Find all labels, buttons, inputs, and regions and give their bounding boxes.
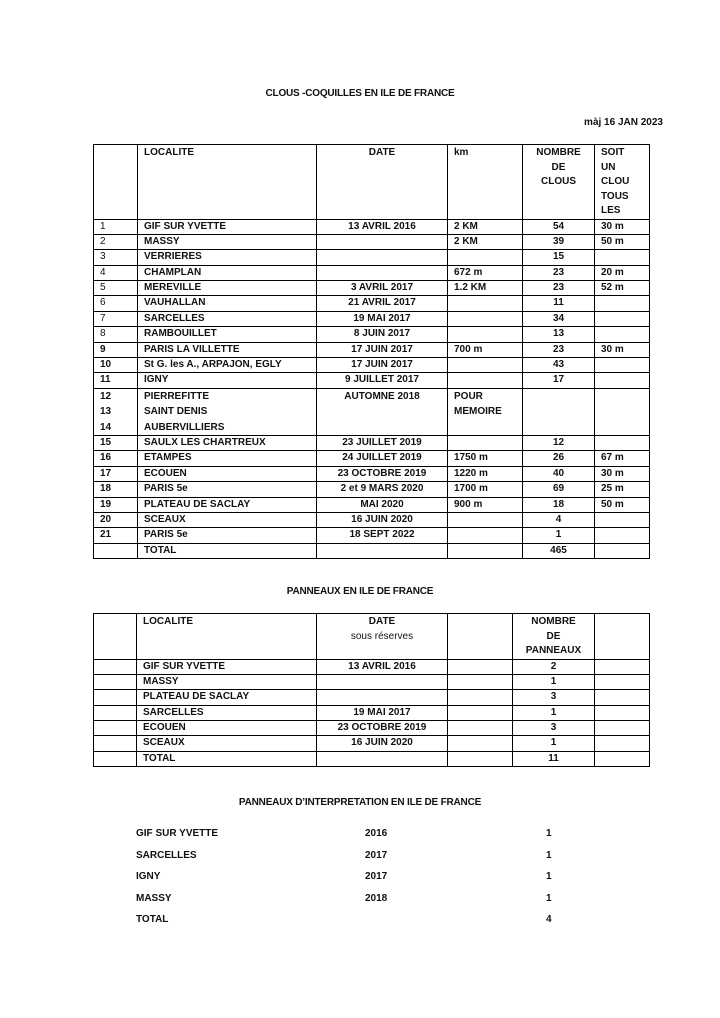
- table-row: [94, 528, 650, 543]
- header-soit-line: CLOU: [601, 176, 630, 187]
- row-date: [317, 690, 448, 705]
- row-empty: [448, 659, 513, 674]
- item-nombre: 1: [546, 871, 552, 882]
- row-blank-end: [595, 659, 650, 674]
- header-km: km: [448, 145, 523, 220]
- row-nombre: 69: [523, 482, 595, 497]
- row-date: [317, 234, 448, 249]
- header-localite: LOCALITE: [138, 145, 317, 220]
- row-soit: 50 m: [595, 497, 650, 512]
- row-date: 2 et 9 MARS 2020: [317, 482, 448, 497]
- row-soit: [595, 373, 650, 388]
- item-annee: 2018: [365, 892, 388, 904]
- row-date: 17 JUIN 2017: [317, 342, 448, 357]
- header-nombre-line: NOMBRE: [531, 616, 576, 627]
- row-num: 11: [94, 373, 138, 388]
- row-localite: GIF SUR YVETTE: [138, 219, 317, 234]
- row-nombre: 18: [523, 497, 595, 512]
- row-km: 900 m: [448, 497, 523, 512]
- row-km: 2 KM: [448, 219, 523, 234]
- row-km: [448, 528, 523, 543]
- header-num: [94, 145, 138, 220]
- total-km: [448, 543, 523, 558]
- item-nombre: 1: [546, 849, 552, 861]
- table-row: [94, 690, 650, 705]
- list-item: [136, 893, 556, 915]
- list-item: [136, 871, 556, 893]
- row-soit: 30 m: [595, 466, 650, 481]
- row-nombre: 23: [523, 265, 595, 280]
- row-blank-end: [595, 736, 650, 751]
- header-empty: [448, 614, 513, 660]
- row-num: 13: [100, 406, 112, 418]
- panneaux-title: PANNEAUX EN ILE DE FRANCE: [286, 586, 434, 597]
- row-nombre: 34: [523, 311, 595, 326]
- table-row: [94, 373, 650, 388]
- row-km: [448, 373, 523, 388]
- header-date-note: sous réserves: [350, 630, 414, 642]
- header-nombre-line: DE: [546, 630, 561, 642]
- row-num: 3: [94, 250, 138, 265]
- row-date: 18 SEPT 2022: [317, 528, 448, 543]
- row-localite: ETAMPES: [138, 451, 317, 466]
- table-row: [94, 451, 650, 466]
- row-soit: [595, 327, 650, 342]
- table-row: [94, 674, 650, 689]
- row-soit: 30 m: [595, 219, 650, 234]
- row-localite: AUBERVILLIERS: [144, 421, 225, 433]
- memo-nombre: [523, 388, 595, 435]
- interpretation-title: PANNEAUX D’INTERPRETATION EN ILE DE FRANCE: [238, 797, 482, 808]
- row-date: 23 JUILLET 2019: [317, 436, 448, 451]
- header-soit-line: UN: [601, 161, 616, 173]
- header-nombre-line: NOMBRE: [536, 147, 581, 158]
- row-num: 7: [94, 311, 138, 326]
- row-date: [317, 674, 448, 689]
- row-soit: [595, 250, 650, 265]
- row-localite: MASSY: [137, 674, 317, 689]
- item-annee: 2017: [365, 849, 388, 861]
- row-nombre: 13: [523, 327, 595, 342]
- row-km: [448, 296, 523, 311]
- row-date: [317, 265, 448, 280]
- table-row: [94, 705, 650, 720]
- item-localite: GIF SUR YVETTE: [136, 828, 219, 839]
- row-num: 17: [94, 466, 138, 481]
- row-num: 8: [94, 327, 138, 342]
- row-nombre: 39: [523, 234, 595, 249]
- row-blank: [94, 674, 137, 689]
- total-blank-end: [595, 751, 650, 766]
- table-row: [94, 296, 650, 311]
- clous-header-row: [94, 145, 650, 220]
- row-blank-end: [595, 690, 650, 705]
- table-row: [94, 327, 650, 342]
- table-row: [94, 358, 650, 373]
- row-date: 8 JUIN 2017: [317, 327, 448, 342]
- row-km: POUR: [454, 390, 483, 402]
- table-row: [94, 342, 650, 357]
- header-soit: [595, 145, 650, 220]
- row-soit: 25 m: [595, 482, 650, 497]
- row-date: 16 JUIN 2020: [317, 736, 448, 751]
- total-blank: [94, 751, 137, 766]
- row-km: 1.2 KM: [448, 281, 523, 296]
- row-km: [448, 327, 523, 342]
- table-row-total: [94, 543, 650, 558]
- row-localite: PARIS 5e: [138, 482, 317, 497]
- row-num: 19: [94, 497, 138, 512]
- row-km: 1700 m: [448, 482, 523, 497]
- row-nombre: 3: [513, 690, 595, 705]
- row-soit: [595, 358, 650, 373]
- table-row: [94, 219, 650, 234]
- header-nombre-line: DE: [551, 161, 566, 173]
- total-date: [317, 751, 448, 766]
- row-soit: 52 m: [595, 281, 650, 296]
- row-date: AUTOMNE 2018: [344, 390, 420, 402]
- row-localite: SAULX LES CHARTREUX: [138, 436, 317, 451]
- row-soit: [595, 528, 650, 543]
- row-localite: IGNY: [138, 373, 317, 388]
- row-num: 21: [94, 528, 138, 543]
- row-empty: [448, 674, 513, 689]
- row-num: 5: [94, 281, 138, 296]
- table-row: [94, 281, 650, 296]
- row-nombre: 15: [523, 250, 595, 265]
- table-row: [94, 497, 650, 512]
- row-nombre: 1: [513, 736, 595, 751]
- table-row-total: [94, 751, 650, 766]
- row-km: 672 m: [448, 265, 523, 280]
- row-nombre: 1: [513, 674, 595, 689]
- row-km: 1220 m: [448, 466, 523, 481]
- row-km: 2 KM: [448, 234, 523, 249]
- table-row: [94, 482, 650, 497]
- total-soit: [595, 543, 650, 558]
- row-nombre: 11: [523, 296, 595, 311]
- total-label: TOTAL: [136, 914, 169, 925]
- row-localite: SCEAUX: [138, 512, 317, 527]
- panneaux-table: [93, 613, 650, 767]
- row-empty: [448, 736, 513, 751]
- header-blank: [94, 614, 137, 660]
- row-localite: MASSY: [138, 234, 317, 249]
- total-empty: [448, 751, 513, 766]
- header-nombre-line: CLOUS: [541, 176, 576, 187]
- total-nombre: 465: [523, 543, 595, 558]
- row-localite: ECOUEN: [138, 466, 317, 481]
- total-num: [94, 543, 138, 558]
- header-soit-line: TOUS: [601, 190, 629, 202]
- total-label: TOTAL: [137, 751, 317, 766]
- row-nombre: 23: [523, 342, 595, 357]
- table-row: [94, 265, 650, 280]
- memo-localites: [138, 388, 317, 435]
- row-date: 13 AVRIL 2016: [317, 219, 448, 234]
- table-row-memo: [94, 388, 650, 435]
- row-blank-end: [595, 674, 650, 689]
- row-blank: [94, 705, 137, 720]
- row-km: 700 m: [448, 342, 523, 357]
- row-localite: ECOUEN: [137, 721, 317, 736]
- row-km: MEMOIRE: [454, 406, 502, 418]
- item-nombre: 1: [546, 892, 552, 904]
- update-date: màj 16 JAN 2023: [584, 117, 663, 128]
- row-date: [317, 250, 448, 265]
- row-date: 17 JUIN 2017: [317, 358, 448, 373]
- row-empty: [448, 705, 513, 720]
- row-localite: PIERREFITTE: [144, 390, 210, 402]
- row-soit: [595, 296, 650, 311]
- memo-km: [448, 388, 523, 435]
- row-localite: GIF SUR YVETTE: [137, 659, 317, 674]
- row-blank: [94, 736, 137, 751]
- item-nombre: 1: [546, 828, 552, 839]
- memo-soit: [595, 388, 650, 435]
- row-soit: 30 m: [595, 342, 650, 357]
- header-localite: LOCALITE: [137, 614, 317, 660]
- row-num: 2: [94, 234, 138, 249]
- row-localite: RAMBOUILLET: [138, 327, 317, 342]
- row-nombre: 3: [513, 721, 595, 736]
- row-nombre: 26: [523, 451, 595, 466]
- interpretation-list: [136, 828, 556, 936]
- row-num: 9: [94, 342, 138, 357]
- table-row: [94, 659, 650, 674]
- item-annee: 2017: [365, 871, 388, 882]
- row-nombre: 1: [523, 528, 595, 543]
- row-localite: SARCELLES: [137, 705, 317, 720]
- row-num: 4: [94, 265, 138, 280]
- row-localite: SARCELLES: [138, 311, 317, 326]
- header-soit-line: LES: [601, 205, 621, 216]
- row-num: 16: [94, 451, 138, 466]
- row-date: MAI 2020: [317, 497, 448, 512]
- row-date: 24 JUILLET 2019: [317, 451, 448, 466]
- header-nombre: [513, 614, 595, 660]
- clous-title: CLOUS -COQUILLES EN ILE DE FRANCE: [265, 88, 455, 99]
- row-localite: PLATEAU DE SACLAY: [138, 497, 317, 512]
- row-soit: 67 m: [595, 451, 650, 466]
- header-date: DATE: [317, 145, 448, 220]
- row-date: 16 JUIN 2020: [317, 512, 448, 527]
- total-nombre: 4: [546, 914, 552, 925]
- table-row: [94, 311, 650, 326]
- row-km: [448, 512, 523, 527]
- row-date: 19 MAI 2017: [317, 705, 448, 720]
- row-nombre: 23: [523, 281, 595, 296]
- row-empty: [448, 721, 513, 736]
- row-nombre: 4: [523, 512, 595, 527]
- row-blank-end: [595, 721, 650, 736]
- list-item: [136, 828, 556, 850]
- row-nombre: 40: [523, 466, 595, 481]
- header-date: [317, 614, 448, 660]
- row-date: 23 OCTOBRE 2019: [317, 466, 448, 481]
- item-localite: SARCELLES: [136, 849, 197, 861]
- row-soit: 50 m: [595, 234, 650, 249]
- row-nombre: 1: [513, 705, 595, 720]
- row-blank-end: [595, 705, 650, 720]
- row-date: 9 JUILLET 2017: [317, 373, 448, 388]
- header-nombre-line: PANNEAUX: [525, 645, 582, 656]
- table-row: [94, 250, 650, 265]
- row-localite: SCEAUX: [137, 736, 317, 751]
- header-date-line: DATE: [368, 616, 396, 627]
- row-soit: [595, 436, 650, 451]
- table-row: [94, 736, 650, 751]
- row-localite: PARIS LA VILLETTE: [138, 342, 317, 357]
- row-date: 19 MAI 2017: [317, 311, 448, 326]
- row-km: 1750 m: [448, 451, 523, 466]
- clous-table: [93, 144, 650, 559]
- row-soit: 20 m: [595, 265, 650, 280]
- row-date: 21 AVRIL 2017: [317, 296, 448, 311]
- memo-date: [317, 388, 448, 435]
- row-date: 3 AVRIL 2017: [317, 281, 448, 296]
- row-localite: CHAMPLAN: [138, 265, 317, 280]
- row-num: 14: [100, 421, 112, 433]
- item-localite: IGNY: [136, 871, 161, 882]
- row-nombre: 2: [513, 659, 595, 674]
- row-nombre: 43: [523, 358, 595, 373]
- table-row: [94, 234, 650, 249]
- list-item: [136, 850, 556, 872]
- row-blank: [94, 721, 137, 736]
- row-soit: [595, 311, 650, 326]
- row-nombre: 17: [523, 373, 595, 388]
- row-num: 10: [94, 358, 138, 373]
- row-date: 23 OCTOBRE 2019: [317, 721, 448, 736]
- total-nombre: 11: [513, 751, 595, 766]
- memo-nums: [94, 388, 138, 435]
- row-km: [448, 250, 523, 265]
- row-num: 1: [94, 219, 138, 234]
- row-localite: VAUHALLAN: [138, 296, 317, 311]
- row-localite: PLATEAU DE SACLAY: [137, 690, 317, 705]
- row-blank: [94, 690, 137, 705]
- row-blank: [94, 659, 137, 674]
- row-num: 6: [94, 296, 138, 311]
- row-nombre: 12: [523, 436, 595, 451]
- total-date: [317, 543, 448, 558]
- row-date: 13 AVRIL 2016: [317, 659, 448, 674]
- interpretation-total: [136, 914, 556, 936]
- row-num: 15: [94, 436, 138, 451]
- header-blank-end: [595, 614, 650, 660]
- row-km: [448, 358, 523, 373]
- item-localite: MASSY: [136, 892, 172, 904]
- row-empty: [448, 690, 513, 705]
- row-num: 18: [94, 482, 138, 497]
- table-row: [94, 436, 650, 451]
- panneaux-header-row: [94, 614, 650, 660]
- table-row: [94, 721, 650, 736]
- row-localite: VERRIERES: [138, 250, 317, 265]
- row-km: [448, 311, 523, 326]
- row-km: [448, 436, 523, 451]
- header-soit-line: SOIT: [601, 147, 625, 158]
- row-num: 20: [94, 512, 138, 527]
- table-row: [94, 466, 650, 481]
- row-localite: SAINT DENIS: [144, 406, 208, 418]
- row-localite: MEREVILLE: [138, 281, 317, 296]
- header-nombre: [523, 145, 595, 220]
- row-localite: St G. les A., ARPAJON, EGLY: [138, 358, 317, 373]
- table-row: [94, 512, 650, 527]
- total-label: TOTAL: [138, 543, 317, 558]
- item-annee: 2016: [365, 828, 388, 839]
- row-soit: [595, 512, 650, 527]
- row-nombre: 54: [523, 219, 595, 234]
- row-num: 12: [100, 390, 112, 402]
- row-localite: PARIS 5e: [138, 528, 317, 543]
